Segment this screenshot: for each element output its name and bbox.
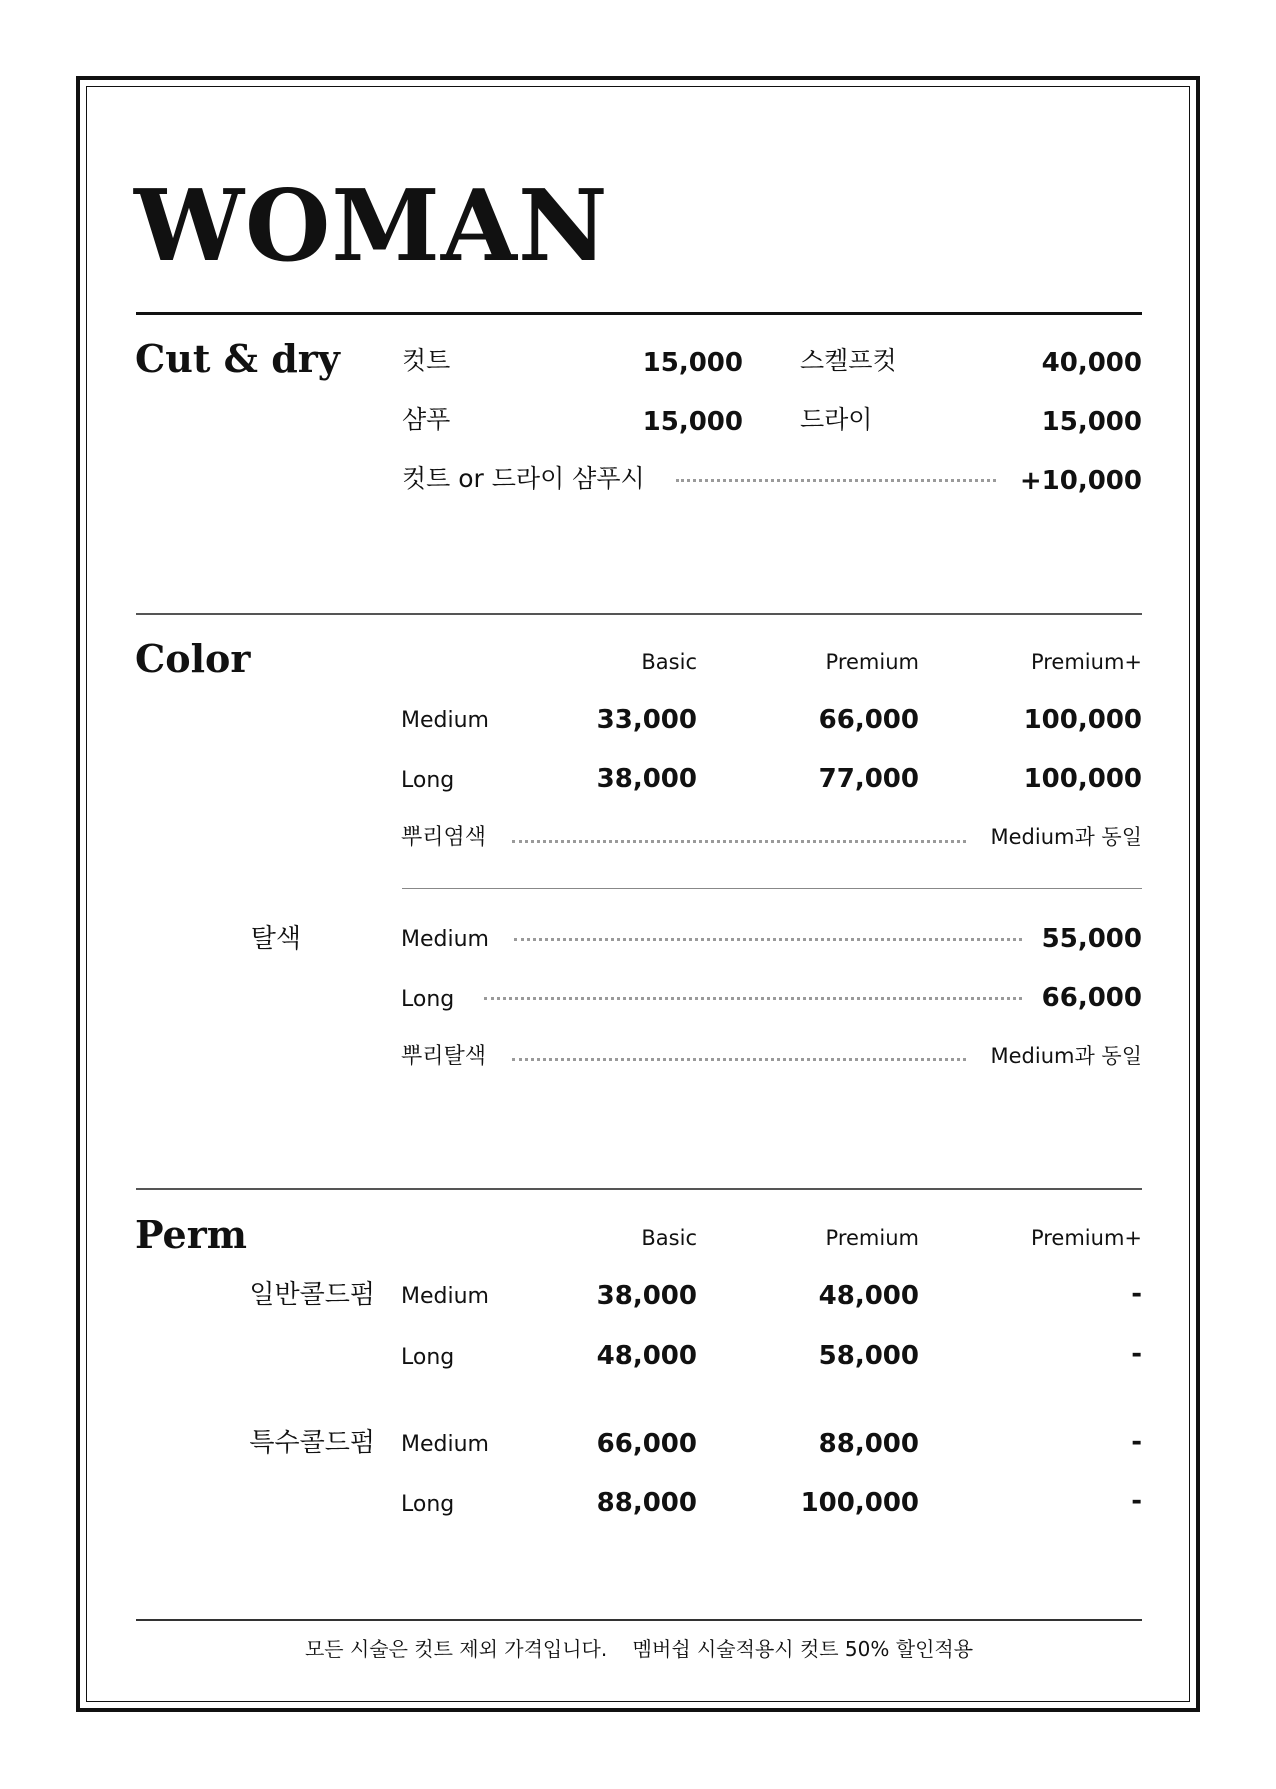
- menu-item-price: 100,000: [1023, 764, 1142, 794]
- price-note: Medium과 동일: [990, 1044, 1142, 1068]
- menu-item-price: 66,000: [1041, 983, 1142, 1013]
- row-label: 뿌리염색: [401, 825, 487, 850]
- footer-note: 모든 시술은 컷트 제외 가격입니다. 멤버쉽 시술적용시 컷트 50% 할인적용: [304, 1637, 974, 1661]
- menu-item-price: 15,000: [642, 348, 743, 378]
- menu-item-price: -: [1131, 1486, 1142, 1516]
- column-header: Basic: [641, 1226, 697, 1250]
- menu-item-price: 66,000: [818, 705, 919, 735]
- menu-item-price: 77,000: [818, 764, 919, 794]
- dot-leader: [676, 479, 996, 482]
- row-label: Long: [401, 768, 455, 793]
- menu-item-name: 컷트: [402, 346, 451, 375]
- menu-item-price: 15,000: [642, 407, 743, 437]
- row-label: 뿌리탈색: [401, 1044, 487, 1069]
- menu-item-name: 스켈프컷: [800, 346, 897, 375]
- row-label: Long: [401, 987, 455, 1012]
- menu-item-price: 66,000: [596, 1429, 697, 1459]
- row-label: Medium: [401, 1284, 489, 1309]
- menu-item-price: 40,000: [1041, 348, 1142, 378]
- page-title: WOMAN: [134, 169, 609, 284]
- row-label: Medium: [401, 927, 489, 952]
- menu-item-price: 38,000: [596, 1281, 697, 1311]
- page-frame-inner: [86, 86, 1190, 1702]
- menu-item-price: 100,000: [1023, 705, 1142, 735]
- row-label: Medium: [401, 1432, 489, 1457]
- subsection-divider: [402, 888, 1142, 889]
- menu-item-price: 88,000: [818, 1429, 919, 1459]
- subsection-title-bleach: 탈색: [250, 924, 301, 954]
- column-header: Premium: [825, 650, 919, 674]
- column-header: Basic: [641, 650, 697, 674]
- title-divider: [136, 312, 1142, 315]
- menu-item-price: -: [1131, 1339, 1142, 1369]
- dot-leader: [512, 840, 966, 843]
- row-label: Long: [401, 1492, 455, 1517]
- dot-leader: [484, 997, 1022, 1000]
- section-divider: [136, 613, 1142, 615]
- menu-item-price: -: [1131, 1427, 1142, 1457]
- menu-item-price: 100,000: [800, 1488, 919, 1518]
- column-header: Premium: [825, 1226, 919, 1250]
- column-header: Premium+: [1030, 650, 1142, 674]
- perm-group-name: 특수콜드펌: [249, 1428, 375, 1458]
- menu-item-price: 58,000: [818, 1341, 919, 1371]
- section-title-color: Color: [135, 636, 251, 681]
- perm-group-name: 일반콜드펌: [249, 1280, 375, 1310]
- dot-leader: [514, 938, 1022, 941]
- row-label: Long: [401, 1345, 455, 1370]
- footer-divider: [136, 1619, 1142, 1621]
- menu-item-name: 샴푸: [402, 405, 451, 434]
- menu-item-price: 38,000: [596, 764, 697, 794]
- menu-item-name: 컷트 or 드라이 샴푸시: [402, 464, 645, 493]
- column-header: Premium+: [1030, 1226, 1142, 1250]
- menu-item-price: 55,000: [1041, 924, 1142, 954]
- menu-item-price: -: [1131, 1279, 1142, 1309]
- section-title-cut-dry: Cut & dry: [135, 336, 340, 381]
- menu-item-price: 33,000: [596, 705, 697, 735]
- menu-item-price: 15,000: [1041, 407, 1142, 437]
- dot-leader: [512, 1058, 966, 1061]
- menu-item-price: 48,000: [596, 1341, 697, 1371]
- menu-item-name: 드라이: [800, 405, 873, 434]
- menu-item-price: +10,000: [1019, 466, 1142, 496]
- price-note: Medium과 동일: [990, 825, 1142, 849]
- menu-item-price: 48,000: [818, 1281, 919, 1311]
- section-divider: [136, 1188, 1142, 1190]
- section-title-perm: Perm: [135, 1212, 247, 1257]
- row-label: Medium: [401, 708, 489, 733]
- menu-item-price: 88,000: [596, 1488, 697, 1518]
